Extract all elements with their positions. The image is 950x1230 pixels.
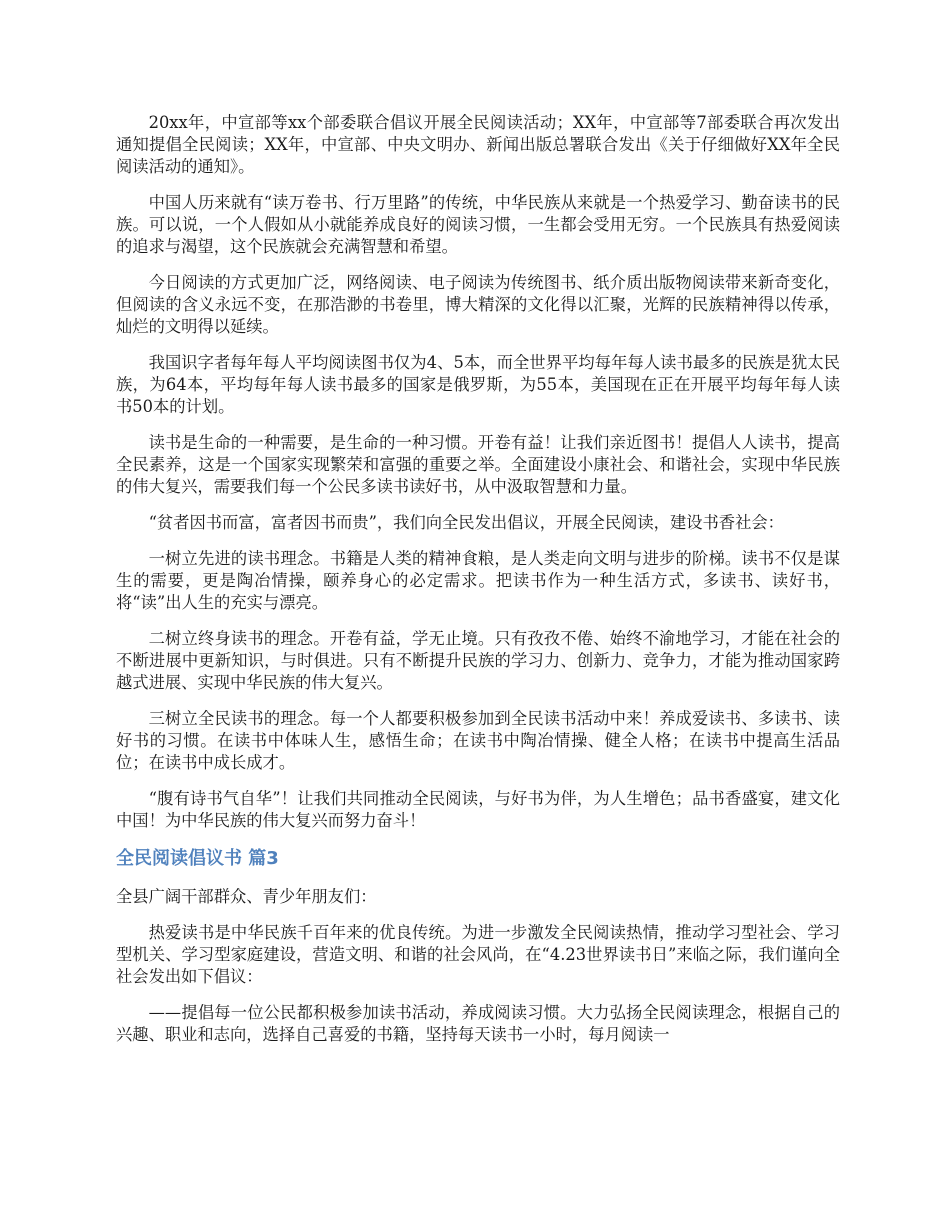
paragraph-12: ——提倡每一位公民都积极参加读书活动，养成阅读习惯。大力弘扬全民阅读理念，根据自己的兴趣、职业和志向，选择自己喜爱的书籍，坚持每天读书一小时，每月阅读一 xyxy=(116,1003,840,1044)
paragraph-5: 读书是生命的一种需要，是生命的一种习惯。开卷有益！让我们亲近图书！提倡人人读书，提高全民素养，这是一个国家实现繁荣和富强的重要之举。全面建设小康社会、和谐社会，实现中华民族的伟大复兴，需要我们每一个公民多读书读好书，从中汲取智慧和力量。 xyxy=(116,433,840,496)
paragraph-4: 我国识字者每年每人平均阅读图书仅为4、5本，而全世界平均每年每人读书最多的民族是犹太民族，为64本，平均每年每人读书最多的国家是俄罗斯，为55本，美国现在正在开展平均每年每人读书50本的计划。 xyxy=(116,353,840,416)
paragraph-7: 一树立先进的读书理念。书籍是人类的精神食粮，是人类走向文明与进步的阶梯。读书不仅是谋生的需要，更是陶冶情操，颐养身心的必定需求。把读书作为一种生活方式，多读书、读好书，将“读”出人生的充实与漂亮。 xyxy=(116,549,840,612)
paragraph-9: 三树立全民读书的理念。每一个人都要积极参加到全民读书活动中来！养成爱读书、多读书、读好书的习惯。在读书中体味人生，感悟生命；在读书中陶冶情操、健全人格；在读书中提高生活品位；在读书中成长成才。 xyxy=(116,709,840,772)
salutation: 全县广阔干部群众、青少年朋友们： xyxy=(116,887,377,906)
paragraph-6: “贫者因书而富，富者因书而贵”，我们向全民发出倡议，开展全民阅读，建设书香社会： xyxy=(148,513,784,532)
paragraph-8: 二树立终身读书的理念。开卷有益，学无止境。只有孜孜不倦、始终不渝地学习，才能在社会的不断进展中更新知识，与时俱进。只有不断提升民族的学习力、创新力、竞争力，才能为推动国家跨越式进展、实现中华民族的伟大复兴。 xyxy=(116,629,840,692)
paragraph-3: 今日阅读的方式更加广泛，网络阅读、电子阅读为传统图书、纸介质出版物阅读带来新奇变化，但阅读的含义永远不变，在那浩渺的书卷里，博大精深的文化得以汇聚，光辉的民族精神得以传承，灿烂的文明得以延续。 xyxy=(116,273,840,336)
paragraph-10: “腹有诗书气自华”！让我们共同推动全民阅读，与好书为伴，为人生增色；品书香盛宴，建文化中国！为中华民族的伟大复兴而努力奋斗！ xyxy=(116,789,840,830)
document-page xyxy=(116,112,840,1060)
paragraph-2: 中国人历来就有“读万卷书、行万里路”的传统，中华民族从来就是一个热爱学习、勤奋读书的民族。可以说，一个人假如从小就能养成良好的阅读习惯，一生都会受用无穷。一个民族具有热爱阅读的追求与渴望，这个民族就会充满智慧和希望。 xyxy=(116,193,840,256)
paragraph-11: 热爱读书是中华民族千百年来的优良传统。为进一步激发全民阅读热情，推动学习型社会、学习型机关、学习型家庭建设，营造文明、和谐的社会风尚，在“4.23世界读书日”来临之际，我们谨向全社会发出如下倡议： xyxy=(116,923,840,986)
section-heading: 全民阅读倡议书 篇3 xyxy=(116,848,279,869)
paragraph-1: 20xx年，中宣部等xx个部委联合倡议开展全民阅读活动；XX年，中宣部等7部委联合再次发出通知提倡全民阅读；XX年，中宣部、中央文明办、新闻出版总署联合发出《关于仔细做好XX年全民阅读活动的通知》。 xyxy=(116,113,840,176)
